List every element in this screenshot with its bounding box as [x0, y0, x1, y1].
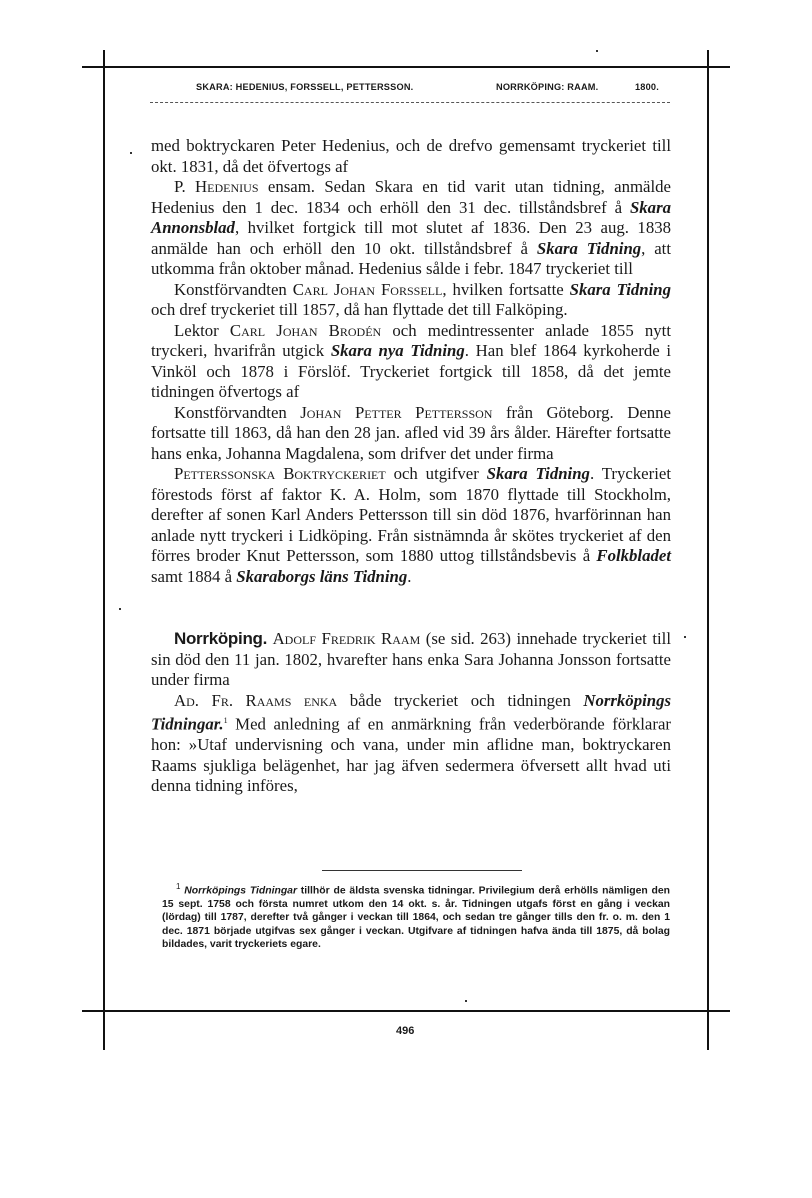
paragraph-2: P. Hedenius ensam. Sedan Skara en tid varit utan tidning, anmälde Hedenius den 1 dec. 1834 och erhöll den 31 dec. tillståndsbref å Skara Annonsblad, hvilket fortgick till mot slutet af 1836. Den 23 aug. 1838 anmälde han och erhöll den 10 okt. tillståndsbref å Skara Tidning, att utkomma från oktober månad. Hedenius sålde i febr. 1847 tryckeriet till — [151, 177, 672, 278]
print-speck — [596, 50, 598, 52]
footnote-number: 1 — [176, 882, 181, 891]
paragraph-1: med boktryckaren Peter Hedenius, och de drefvo gemensamt tryckeriet till okt. 1831, då det öfvertogs af — [151, 136, 671, 176]
paragraph-7: Norrköping. Adolf Fredrik Raam (se sid. 263) innehade tryckeriet till sin död den 11 jan. 1802, hvarefter hans enka Sara Johanna Jonsson fortsatte under firma — [151, 629, 672, 689]
header-divider — [150, 102, 670, 103]
header-year: 1800. — [635, 82, 659, 92]
right-rule — [707, 50, 709, 1050]
section-gap — [151, 587, 671, 629]
print-speck — [465, 1000, 467, 1002]
running-header — [196, 82, 676, 98]
footnote: $^1$ Norrköpings Tidningar tillhör de äldsta svenska tidningar. Privilegium derå erhölls nämligen den 15 sept. 1758 och första numret utkom den 14 okt. s. år. Tidningen utgafs först en gång i veckan (lördag) till 1787, derefter två gånger i veckan till 1864, och sedan tre gånger tills den fr. o. m. den 1 dec. 1871 började utgifvas sex gånger i veckan. Utgifvare af tidningen hafva ända till 1875, då bolag bildades, varit tryckeriets egare. — [162, 882, 670, 951]
top-rule — [82, 66, 730, 68]
bottom-rule — [82, 1010, 730, 1012]
header-left: SKARA: HEDENIUS, FORSSELL, PETTERSSON. — [196, 82, 414, 92]
footnote-ref: 1 — [223, 716, 228, 725]
paragraph-4: Lektor Carl Johan Brodén och medintressenter anlade 1855 nytt tryckeri, hvarifrån utgick Skara nya Tidning. Han blef 1864 kyrkoherde i Vinköl och 1878 i Förslöf. Tryckeriet fortgick till 1858, då det jemte tidningen öfvertogs af — [151, 320, 672, 401]
paragraph-5: Konstförvandten Johan Petter Pettersson från Göteborg. Denne fortsatte till 1863, då han den 28 jan. afled vid 39 års ålder. Härefter fortsatte hans enka, Johanna Magdalena, som drifver det under firma — [151, 402, 671, 463]
main-text — [151, 136, 671, 797]
paragraph-8: Ad. Fr. Raams enka både tryckeriet och tidningen Norrköpings Tidningar.$^1$ Med anledning af en anmärkning från vederbörande förklarar hon: »Utaf undervisning och vana, under min aflidne man, boktryckaren Raams sjukliga belägenhet, har jag äfven sedermera öfversett allt hvad uti denna tidning införes, — [151, 690, 672, 796]
footnote-divider — [322, 870, 522, 871]
paragraph-3: Konstförvandten Carl Johan Forssell, hvilken fortsatte Skara Tidning och dref tryckeriet till 1857, då han flyttade det till Falköping. — [151, 279, 671, 319]
left-rule — [103, 50, 105, 1050]
print-speck — [684, 636, 686, 638]
header-middle: NORRKÖPING: RAAM. — [496, 82, 599, 92]
page-number: 496 — [396, 1025, 415, 1037]
print-speck — [119, 608, 121, 610]
print-speck — [130, 152, 132, 154]
section-heading: Norrköping. — [174, 629, 268, 648]
paragraph-6: Petterssonska Boktryckeriet och utgifver Skara Tidning. Tryckeriet förestods först af faktor K. A. Holm, som 1870 flyttade till Stockholm, derefter af sonen Karl Anders Pettersson till sin död 1876, hvarförinnan han anlade nytt tryckeri i Lidköping. Från sistnämnda år skötes tryckeriet af den förres broder Knut Pettersson, som 1880 uttog tillståndsbevis å Folkbladet samt 1884 å Skaraborgs läns Tidning. — [151, 464, 671, 586]
